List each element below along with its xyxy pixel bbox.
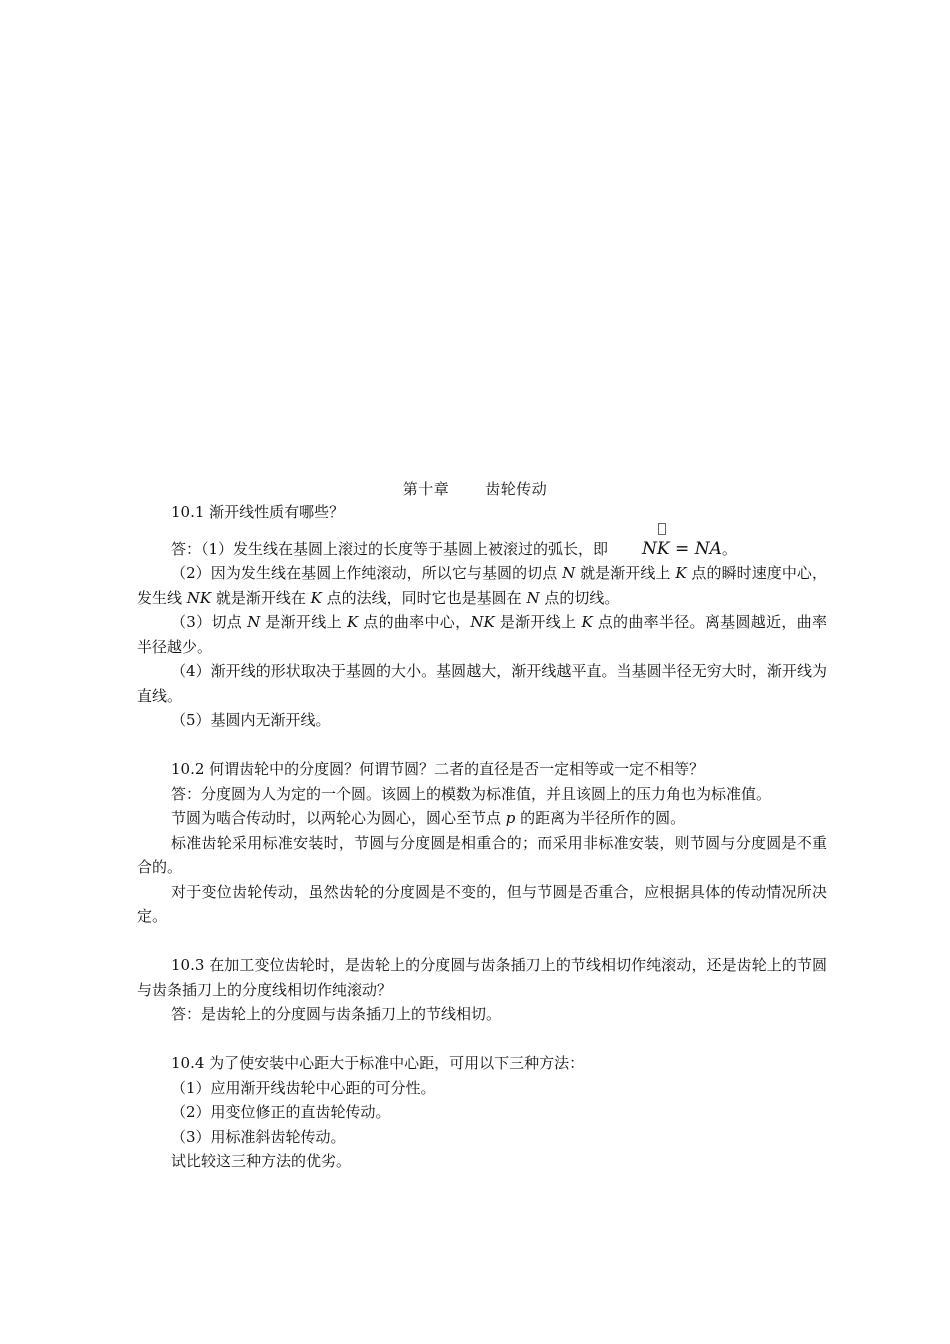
method-1: （1）应用渐开线齿轮中心距的可分性。 <box>171 1078 436 1097</box>
answer-10-1-item-1: 答：（1）发生线在基圆上滚过的长度等于基圆上被滚过的弧长，即 NK = NA 。 <box>137 537 827 562</box>
method-3: （3）用标准斜齿轮传动。 <box>171 1127 346 1146</box>
chapter-title <box>0 478 950 499</box>
arc-formula: NK = NA <box>608 537 722 562</box>
answer-10-1-item-2: （2）因为发生线在基圆上作纯滚动，所以它与基圆的切点 N 就是渐开线上 K 点的瞬时速度中心，发生线 NK 就是渐开线在 K 点的法线，同时它也是基圆在 N 点的切线。 <box>137 564 827 607</box>
question-10-1: 10.1 渐开线性质有哪些？ <box>171 503 345 521</box>
answer-10-1-item-4: （4）渐开线的形状取决于基圆的大小。基圆越大，渐开线越平直。当基圆半径无穷大时，渐开线为直线。 <box>137 662 827 705</box>
answer-10-1-item-5: （5）基圆内无渐开线。 <box>171 711 331 729</box>
answer-10-2-para-3: 标准齿轮采用标准安装时，节圆与分度圆是相重合的；而采用非标准安装，则节圆与分度圆是不重合的。 <box>137 833 827 876</box>
question-10-4: 10.4 为了使安装中心距大于标准中心距，可用以下三种方法： <box>171 1054 585 1072</box>
answer-10-3: 答：是齿轮上的分度圆与齿条插刀上的节线相切。 <box>171 1005 502 1023</box>
arc-symbol-icon <box>658 523 666 535</box>
method-2: （2）用变位修正的直齿轮传动。 <box>171 1103 391 1121</box>
question-10-3: 10.3 在加工变位齿轮时，是齿轮上的分度圆与齿条插刀上的节线相切作纯滚动，还是齿轮上的节圆与齿条插刀上的分度线相切作纯滚动？ <box>137 956 827 999</box>
chapter-name: 齿轮传动 <box>485 480 548 498</box>
answer-10-2-para-2: 节圆为啮合传动时，以两轮心为圆心，圆心至节点 p 的距离为半径所作的圆。 <box>171 809 686 827</box>
answer-10-1-item-3: （3）切点 N 是渐开线上 K 点的曲率中心，NK 是渐开线上 K 点的曲率半径。离基圆越近，曲率半径越少。 <box>137 613 828 656</box>
question-10-4-ask: 试比较这三种方法的优劣。 <box>171 1152 352 1170</box>
answer-10-2-para-1: 答：分度圆为人为定的一个圆。该圆上的模数为标准值，并且该圆上的压力角也为标准值。 <box>171 784 772 803</box>
answer-10-2-para-4: 对于变位齿轮传动，虽然齿轮的分度圆是不变的，但与节圆是否重合，应根据具体的传动情况所决定。 <box>137 882 827 925</box>
document-body <box>137 500 827 1174</box>
chapter-number: 第十章 <box>402 480 450 498</box>
question-10-2: 10.2 何谓齿轮中的分度圆？何谓节圆？二者的直径是否一定相等或一定不相等？ <box>171 760 705 778</box>
